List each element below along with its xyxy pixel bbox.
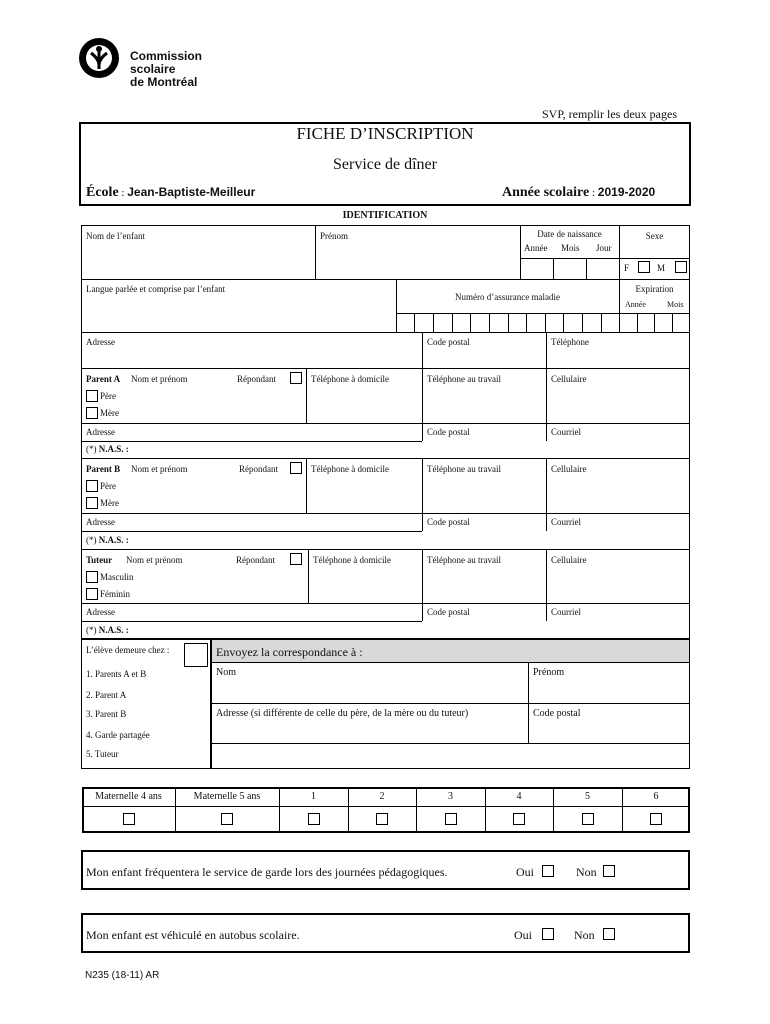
tuteur-adresse-label: Adresse xyxy=(86,607,115,617)
demeure-answer-box[interactable] xyxy=(184,643,208,667)
nom-enfant-label: Nom de l’enfant xyxy=(86,231,145,241)
parent-a-adresse-label: Adresse xyxy=(86,427,115,437)
corr-prenom-label: Prénom xyxy=(533,667,565,678)
garde-oui-checkbox[interactable] xyxy=(542,865,554,877)
parent-b-mere-label: Mère xyxy=(100,498,119,508)
tuteur-courriel-label: Courriel xyxy=(551,607,581,617)
parent-a-nom-label: Nom et prénom xyxy=(131,374,188,384)
ecole-row: École : Jean-Baptiste-Meilleur xyxy=(86,185,256,200)
prenom-label: Prénom xyxy=(320,231,348,241)
sexe-m-label: M xyxy=(657,263,666,273)
corr-nom-label: Nom xyxy=(216,667,236,678)
garde-oui-label: Oui xyxy=(516,865,534,879)
annee-label: Année scolaire xyxy=(502,185,590,200)
niveau-label-m4: Maternelle 4 ans xyxy=(95,791,162,802)
autobus-oui-label: Oui xyxy=(514,928,532,942)
parent-b-repondant-label: Répondant xyxy=(239,464,278,474)
parent-a-tel-dom-label: Téléphone à domicile xyxy=(311,374,389,384)
parent-a-pere-label: Père xyxy=(100,391,116,401)
parent-b-pere-label: Père xyxy=(100,481,116,491)
parent-a-mere-checkbox[interactable] xyxy=(86,407,98,419)
parent-a-cell-label: Cellulaire xyxy=(551,374,587,384)
demeure-option-3: 3. Parent B xyxy=(86,709,127,719)
parent-a-tel-trav-label: Téléphone au travail xyxy=(427,374,501,384)
parent-a-code-postal-label: Code postal xyxy=(427,427,470,437)
garde-question: Mon enfant fréquentera le service de garde lors des journées pédagogiques. xyxy=(86,865,448,879)
exp-mois-label: Mois xyxy=(667,300,684,309)
niveau-label-4: 4 xyxy=(516,791,522,802)
sexe-f-checkbox[interactable] xyxy=(638,261,650,273)
garde-non-checkbox[interactable] xyxy=(603,865,615,877)
corr-code-postal-label: Code postal xyxy=(533,708,581,719)
tuteur-tel-dom-label: Téléphone à domicile xyxy=(313,555,391,565)
tuteur-nas-label: (*) N.A.S. : xyxy=(86,625,129,635)
parent-b-tel-dom-label: Téléphone à domicile xyxy=(311,464,389,474)
corr-adresse-label: Adresse (si différente de celle du père, de la mère ou du tuteur) xyxy=(216,708,469,719)
niveau-label-m5: Maternelle 5 ans xyxy=(193,791,261,802)
autobus-non-label: Non xyxy=(574,928,595,942)
date-naissance-label: Date de naissance xyxy=(537,229,602,239)
demeure-option-2: 2. Parent A xyxy=(86,690,127,700)
ecole-label: École xyxy=(86,185,119,200)
niveau-checkbox-m5[interactable] xyxy=(221,813,233,825)
tuteur-masculin-label: Masculin xyxy=(100,572,134,582)
svp-note: SVP, remplir les deux pages xyxy=(542,107,677,121)
tuteur-cell-label: Cellulaire xyxy=(551,555,587,565)
identification-heading: IDENTIFICATION xyxy=(342,210,428,221)
correspondance-heading: Envoyez la correspondance à : xyxy=(216,645,363,659)
parent-a-pere-checkbox[interactable] xyxy=(86,390,98,402)
tuteur-repondant-checkbox[interactable] xyxy=(290,553,302,565)
annee-col-label: Année xyxy=(524,243,548,253)
niveau-checkbox-2[interactable] xyxy=(376,813,388,825)
demeure-option-4: 4. Garde partagée xyxy=(86,730,150,740)
mois-col-label: Mois xyxy=(561,243,580,253)
sexe-f-label: F xyxy=(624,263,630,273)
autobus-non-checkbox[interactable] xyxy=(603,928,615,940)
tuteur-label: Tuteur xyxy=(86,555,113,565)
parent-a-mere-label: Mère xyxy=(100,408,119,418)
niveau-label-2: 2 xyxy=(379,791,385,802)
parent-b-adresse-label: Adresse xyxy=(86,517,115,527)
tuteur-code-postal-label: Code postal xyxy=(427,607,470,617)
parent-b-label: Parent B xyxy=(86,464,121,474)
parent-b-courriel-label: Courriel xyxy=(551,517,581,527)
niveau-label-1: 1 xyxy=(311,791,316,802)
niveau-label-3: 3 xyxy=(448,791,453,802)
demeure-option-1: 1. Parents A et B xyxy=(86,669,147,679)
sexe-label: Sexe xyxy=(645,231,664,241)
parent-a-nas-label: (*) N.A.S. : xyxy=(86,444,129,454)
annee-row: Année scolaire : 2019-2020 xyxy=(502,185,656,200)
tuteur-feminin-label: Féminin xyxy=(100,589,131,599)
niveau-checkbox-1[interactable] xyxy=(308,813,320,825)
autobus-oui-checkbox[interactable] xyxy=(542,928,554,940)
langue-label: Langue parlée et comprise par l’enfant xyxy=(86,284,226,294)
adresse-label: Adresse xyxy=(86,337,115,347)
tuteur-nom-label: Nom et prénom xyxy=(126,555,183,565)
parent-b-pere-checkbox[interactable] xyxy=(86,480,98,492)
niveau-label-6: 6 xyxy=(653,791,659,802)
parent-b-code-postal-label: Code postal xyxy=(427,517,470,527)
commission-logo-icon xyxy=(78,37,120,79)
tuteur-masculin-checkbox[interactable] xyxy=(86,571,98,583)
parent-b-cell-label: Cellulaire xyxy=(551,464,587,474)
annee-value[interactable]: 2019-2020 xyxy=(597,185,656,199)
niveau-label-5: 5 xyxy=(585,791,590,802)
niveau-checkbox-6[interactable] xyxy=(650,813,662,825)
niveau-checkbox-5[interactable] xyxy=(582,813,594,825)
autobus-question: Mon enfant est véhiculé en autobus scolaire. xyxy=(86,928,300,942)
parent-a-repondant-checkbox[interactable] xyxy=(290,372,302,384)
parent-b-tel-trav-label: Téléphone au travail xyxy=(427,464,501,474)
footer-code: N235 (18-11) AR xyxy=(85,970,160,981)
ecole-value[interactable]: Jean-Baptiste-Meilleur xyxy=(127,185,256,199)
parent-b-repondant-checkbox[interactable] xyxy=(290,462,302,474)
parent-b-nas-label: (*) N.A.S. : xyxy=(86,535,129,545)
garde-non-label: Non xyxy=(576,865,597,879)
niveau-checkbox-4[interactable] xyxy=(513,813,525,825)
parent-a-label: Parent A xyxy=(86,374,121,384)
expiration-label: Expiration xyxy=(635,284,674,294)
demeure-label: L’élève demeure chez : xyxy=(86,645,170,655)
parent-b-mere-checkbox[interactable] xyxy=(86,497,98,509)
niveau-checkbox-3[interactable] xyxy=(445,813,457,825)
logo-text-3: de Montréal xyxy=(130,75,198,89)
logo-text-2: scolaire xyxy=(130,62,176,76)
telephone-label: Téléphone xyxy=(551,337,589,347)
demeure-option-5: 5. Tuteur xyxy=(86,749,119,759)
page-title: FICHE D’INSCRIPTION xyxy=(296,124,474,143)
logo-text-1: Commission xyxy=(130,49,203,63)
page-subtitle: Service de dîner xyxy=(333,156,437,173)
tuteur-repondant-label: Répondant xyxy=(236,555,275,565)
jour-col-label: Jour xyxy=(596,243,612,253)
exp-annee-label: Année xyxy=(625,300,646,309)
parent-a-repondant-label: Répondant xyxy=(237,374,276,384)
nam-label: Numéro d’assurance maladie xyxy=(455,292,560,302)
niveau-checkbox-m4[interactable] xyxy=(123,813,135,825)
logo xyxy=(78,37,218,91)
code-postal-label: Code postal xyxy=(427,337,470,347)
tuteur-tel-trav-label: Téléphone au travail xyxy=(427,555,501,565)
tuteur-feminin-checkbox[interactable] xyxy=(86,588,98,600)
parent-b-nom-label: Nom et prénom xyxy=(131,464,188,474)
sexe-m-checkbox[interactable] xyxy=(675,261,687,273)
parent-a-courriel-label: Courriel xyxy=(551,427,581,437)
